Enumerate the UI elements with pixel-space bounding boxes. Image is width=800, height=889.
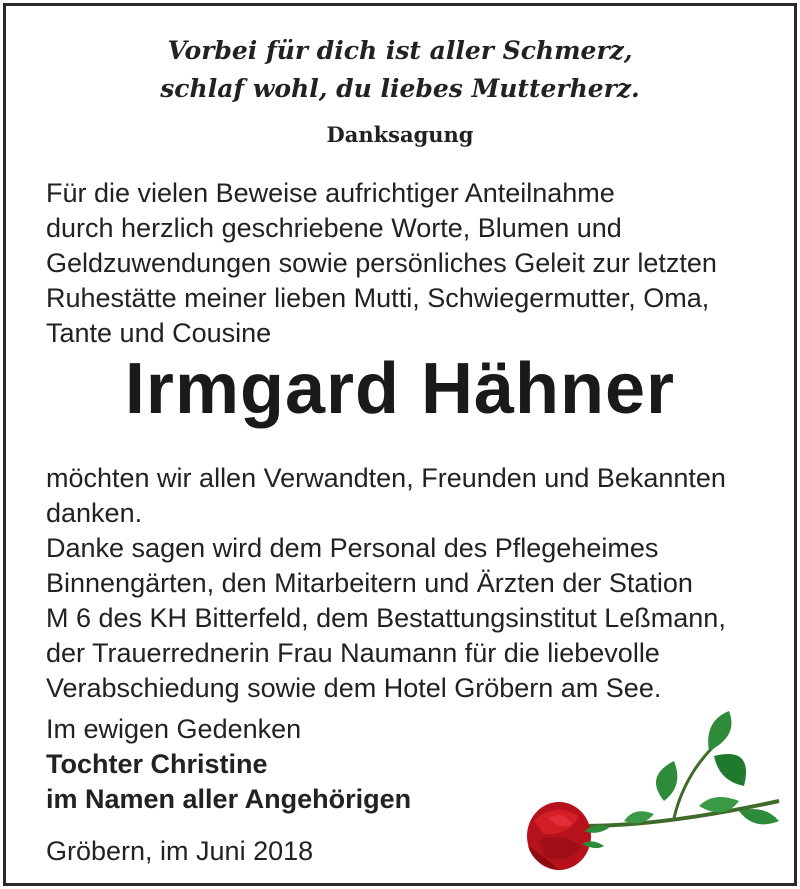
motto-line-2: schlaf wohl, du liebes Mutterherz. bbox=[160, 74, 640, 103]
thanks-line: der Trauerrednerin Frau Naumann für die liebevolle bbox=[46, 638, 660, 668]
intro-line: Für die vielen Beweise aufrichtiger Anteilnahme bbox=[46, 178, 615, 208]
on-behalf-line: im Namen aller Angehörigen bbox=[46, 784, 412, 814]
thanks-line: danken. bbox=[46, 498, 143, 528]
obituary-notice bbox=[3, 3, 797, 886]
heading-danksagung: Danksagung bbox=[326, 122, 474, 147]
thanks-line: Danke sagen wird dem Personal des Pflegeheimes bbox=[46, 533, 659, 563]
motto-line-1: Vorbei für dich ist aller Schmerz, bbox=[167, 36, 633, 65]
remembrance-line: Im ewigen Gedenken bbox=[46, 714, 302, 744]
intro-line: Geldzuwendungen sowie persönliches Geleit zur letzten bbox=[46, 248, 717, 278]
rose-icon bbox=[514, 706, 789, 876]
thanks-line: möchten wir allen Verwandten, Freunden und Bekannten bbox=[46, 463, 726, 493]
deceased-name: Irmgard Hähner bbox=[124, 349, 676, 429]
intro-line: durch herzlich geschriebene Worte, Blumen und bbox=[46, 213, 622, 243]
signer-name: Tochter Christine bbox=[46, 749, 268, 779]
intro-line: Ruhestätte meiner lieben Mutti, Schwiegermutter, Oma, bbox=[46, 283, 710, 313]
intro-paragraph bbox=[46, 176, 766, 351]
place-date: Gröbern, im Juni 2018 bbox=[46, 836, 314, 866]
intro-line: Tante und Cousine bbox=[46, 318, 272, 348]
motto-verse bbox=[6, 32, 794, 108]
thanks-line: M 6 des KH Bitterfeld, dem Bestattungsinstitut Leßmann, bbox=[46, 603, 726, 633]
thanks-line: Binnengärten, den Mitarbeitern und Ärzten der Station bbox=[46, 568, 693, 598]
thanks-paragraph bbox=[46, 461, 766, 706]
thanks-line: Verabschiedung sowie dem Hotel Gröbern am See. bbox=[46, 673, 662, 703]
